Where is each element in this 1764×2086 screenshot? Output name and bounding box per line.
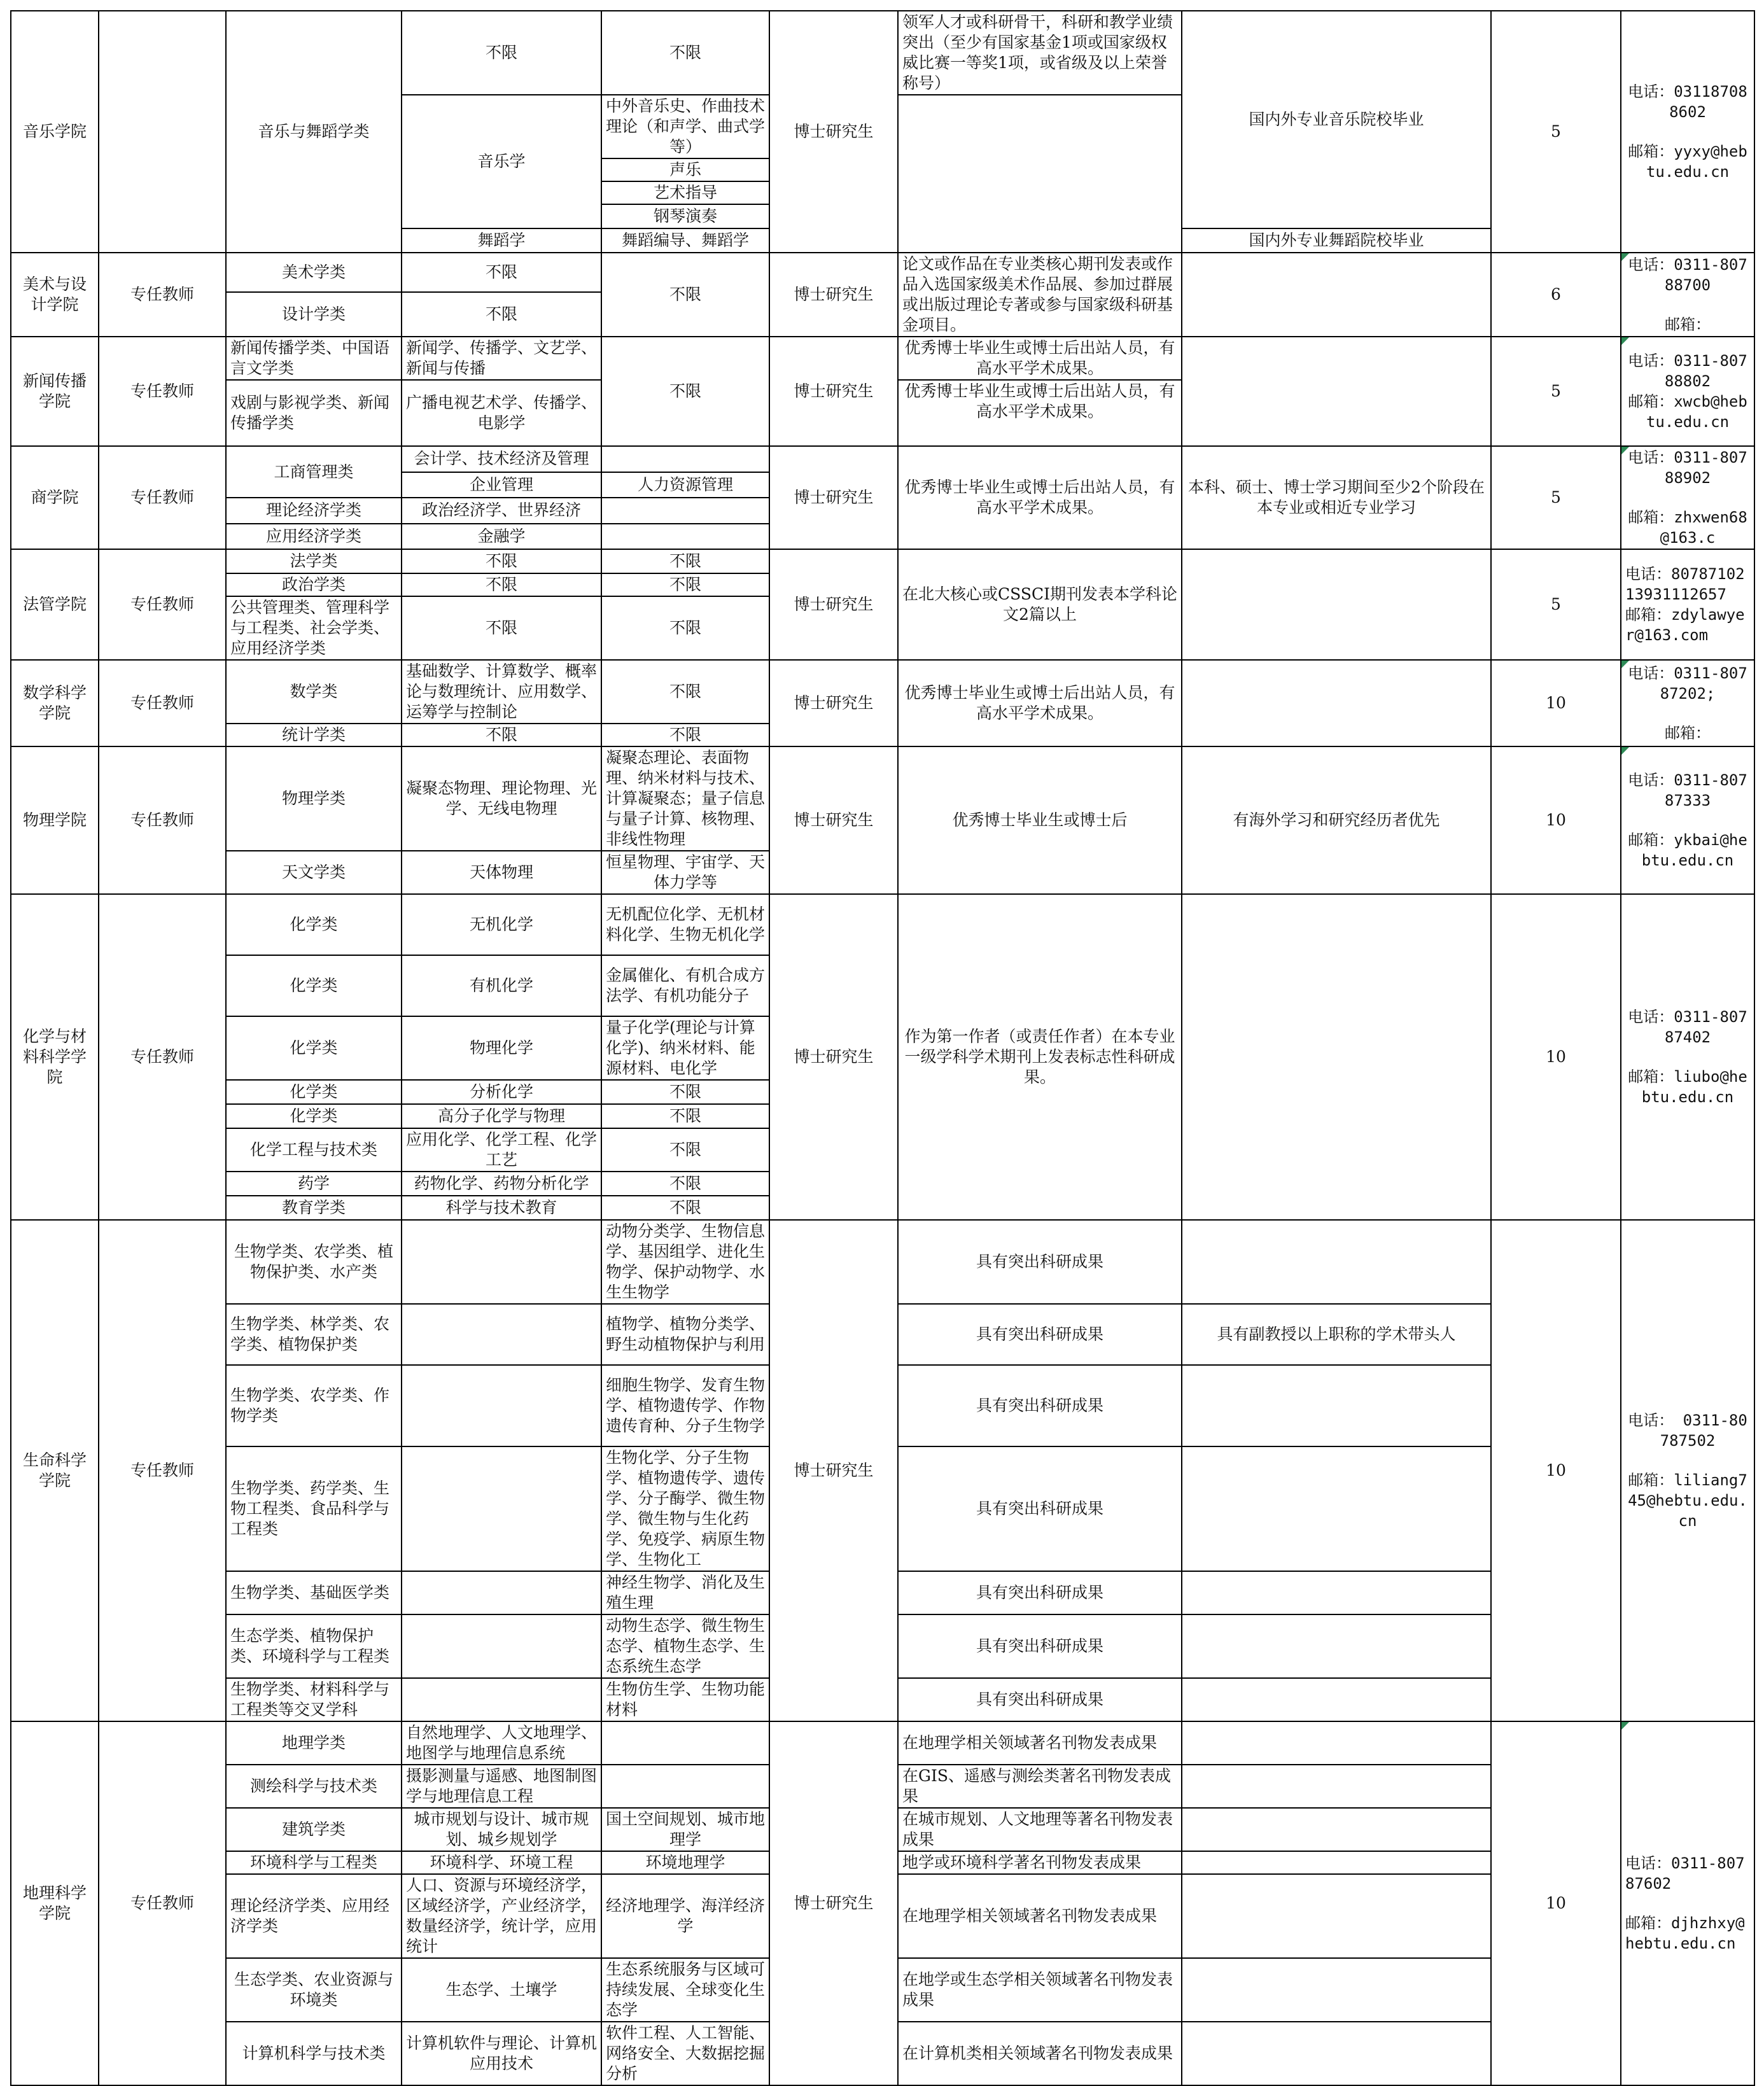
degree-cell: 博士研究生 bbox=[769, 746, 898, 894]
direction-cell: 不限 bbox=[601, 660, 769, 724]
major-cell: 物理化学 bbox=[402, 1016, 601, 1080]
contact-cell bbox=[1621, 746, 1754, 894]
contact-cell bbox=[1621, 446, 1754, 549]
discipline-cell: 测绘科学与技术类 bbox=[226, 1765, 402, 1808]
direction-cell: 软件工程、人工智能、网络安全、大数据挖掘分析 bbox=[601, 2022, 769, 2085]
major-cell: 企业管理 bbox=[402, 472, 601, 498]
degree-cell: 博士研究生 bbox=[769, 253, 898, 337]
requirement-cell: 在地理学相关领域著名刊物发表成果 bbox=[898, 1874, 1182, 1958]
discipline-cell: 物理学类 bbox=[226, 746, 402, 851]
college-cell: 商学院 bbox=[11, 446, 99, 549]
direction-cell: 不限 bbox=[601, 1128, 769, 1172]
direction-cell: 不限 bbox=[601, 724, 769, 746]
direction-cell bbox=[601, 1765, 769, 1808]
direction-cell: 国土空间规划、城市地理学 bbox=[601, 1808, 769, 1851]
post-cell: 专任教师 bbox=[99, 894, 226, 1220]
count-cell: 5 bbox=[1491, 446, 1621, 549]
requirement-cell: 在北大核心或CSSCI期刊发表本学科论文2篇以上 bbox=[898, 549, 1182, 660]
other-cell bbox=[1182, 337, 1491, 446]
discipline-cell: 数学类 bbox=[226, 660, 402, 724]
count-cell: 10 bbox=[1491, 746, 1621, 894]
phone-text: 电话：0311-80788802 bbox=[1628, 352, 1747, 390]
direction-cell bbox=[601, 1721, 769, 1765]
direction-cell: 不限 bbox=[601, 253, 769, 337]
direction-cell: 生物仿生学、生物功能材料 bbox=[601, 1678, 769, 1721]
requirement-cell: 作为第一作者（或责任作者）在本专业一级学科学术期刊上发表标志性科研成果。 bbox=[898, 894, 1182, 1220]
email-text: 邮箱：yyxy@hebtu.edu.cn bbox=[1628, 143, 1747, 181]
major-cell: 药物化学、药物分析化学 bbox=[402, 1172, 601, 1196]
direction-cell: 不限 bbox=[601, 11, 769, 95]
requirement-cell: 领军人才或科研骨干，科研和教学业绩突出（至少有国家基金1项或国家级权威比赛一等奖1项，或省级及以上荣誉称号） bbox=[898, 11, 1182, 95]
direction-cell: 艺术指导 bbox=[601, 181, 769, 204]
contact-cell bbox=[1621, 11, 1754, 253]
discipline-cell: 法学类 bbox=[226, 549, 402, 573]
requirement-cell: 优秀博士毕业生或博士后出站人员，有高水平学术成果。 bbox=[898, 380, 1182, 446]
major-cell: 不限 bbox=[402, 549, 601, 573]
major-cell bbox=[402, 1220, 601, 1304]
direction-cell: 环境地理学 bbox=[601, 1851, 769, 1874]
other-cell bbox=[1182, 894, 1491, 1220]
contact-cell bbox=[1621, 253, 1754, 337]
discipline-cell: 教育学类 bbox=[226, 1196, 402, 1220]
discipline-cell: 生物学类、农学类、作物学类 bbox=[226, 1365, 402, 1446]
direction-cell: 不限 bbox=[601, 573, 769, 596]
requirement-cell: 在计算机类相关领域著名刊物发表成果 bbox=[898, 2022, 1182, 2085]
discipline-cell: 化学类 bbox=[226, 1016, 402, 1080]
major-cell: 不限 bbox=[402, 11, 601, 95]
discipline-cell: 建筑学类 bbox=[226, 1808, 402, 1851]
email-text: 邮箱：xwcb@hebtu.edu.cn bbox=[1628, 393, 1747, 431]
major-cell: 新闻学、传播学、文艺学、新闻与传播 bbox=[402, 337, 601, 380]
other-cell bbox=[1182, 1446, 1491, 1571]
direction-cell: 动物分类学、生物信息学、基因组学、进化生物学、保护动物学、水生生物学 bbox=[601, 1220, 769, 1304]
contact-cell bbox=[1621, 1220, 1754, 1721]
degree-cell: 博士研究生 bbox=[769, 1220, 898, 1721]
major-cell: 科学与技术教育 bbox=[402, 1196, 601, 1220]
major-cell: 金融学 bbox=[402, 524, 601, 550]
discipline-cell: 药学 bbox=[226, 1172, 402, 1196]
requirement-cell: 具有突出科研成果 bbox=[898, 1678, 1182, 1721]
major-cell: 不限 bbox=[402, 724, 601, 746]
college-cell: 物理学院 bbox=[11, 746, 99, 894]
table-row bbox=[11, 1721, 1754, 1765]
discipline-cell: 理论经济学类、应用经济学类 bbox=[226, 1874, 402, 1958]
table-row bbox=[11, 660, 1754, 724]
major-cell: 生态学、土壤学 bbox=[402, 1958, 601, 2022]
degree-cell: 博士研究生 bbox=[769, 11, 898, 253]
other-cell: 具有副教授以上职称的学术带头人 bbox=[1182, 1304, 1491, 1365]
discipline-cell: 美术学类 bbox=[226, 253, 402, 292]
phone-text: 电话：031187088602 bbox=[1628, 83, 1747, 121]
other-cell bbox=[1182, 1365, 1491, 1446]
degree-cell: 博士研究生 bbox=[769, 446, 898, 549]
discipline-cell: 化学类 bbox=[226, 1080, 402, 1104]
major-cell: 不限 bbox=[402, 292, 601, 337]
other-cell: 有海外学习和研究经历者优先 bbox=[1182, 746, 1491, 894]
degree-cell: 博士研究生 bbox=[769, 549, 898, 660]
phone-text: 电话：0311-80787333 bbox=[1628, 771, 1747, 809]
discipline-cell: 生物学类、林学类、农学类、植物保护类 bbox=[226, 1304, 402, 1365]
table-row bbox=[11, 253, 1754, 292]
major-cell: 自然地理学、人文地理学、地图学与地理信息系统 bbox=[402, 1721, 601, 1765]
college-cell: 法管学院 bbox=[11, 549, 99, 660]
email-text: 邮箱：zdylawyer@163.com bbox=[1625, 606, 1745, 644]
phone-text: 电话：0311-80787602 bbox=[1625, 1854, 1745, 1893]
direction-cell: 不限 bbox=[601, 1172, 769, 1196]
major-cell: 高分子化学与物理 bbox=[402, 1104, 601, 1128]
direction-cell: 舞蹈编导、舞蹈学 bbox=[601, 228, 769, 253]
discipline-cell: 公共管理类、管理科学与工程类、社会学类、应用经济学类 bbox=[226, 596, 402, 660]
discipline-cell: 环境科学与工程类 bbox=[226, 1851, 402, 1874]
major-cell: 政治经济学、世界经济 bbox=[402, 498, 601, 524]
other-cell bbox=[1182, 1678, 1491, 1721]
direction-cell: 人力资源管理 bbox=[601, 472, 769, 498]
other-cell: 国内外专业音乐院校毕业 bbox=[1182, 11, 1491, 228]
other-cell bbox=[1182, 1874, 1491, 1958]
discipline-cell: 生物学类、基础医学类 bbox=[226, 1571, 402, 1614]
recruitment-table-container bbox=[10, 10, 1755, 2086]
direction-cell: 恒星物理、宇宙学、天体力学等 bbox=[601, 851, 769, 894]
discipline-cell: 地理学类 bbox=[226, 1721, 402, 1765]
direction-cell: 植物学、植物分类学、野生动植物保护与利用 bbox=[601, 1304, 769, 1365]
email-text: 邮箱：zhxwen68@163.c bbox=[1628, 508, 1747, 547]
requirement-cell: 在地学或生态学相关领域著名刊物发表成果 bbox=[898, 1958, 1182, 2022]
email-text: 邮箱：djhzhxy@hebtu.edu.cn bbox=[1625, 1914, 1745, 1952]
email-text: 邮箱：liubo@hebtu.edu.cn bbox=[1628, 1068, 1747, 1106]
post-cell: 专任教师 bbox=[99, 660, 226, 746]
direction-cell bbox=[601, 498, 769, 524]
direction-cell: 量子化学(理论与计算化学)、纳米材料、能源材料、电化学 bbox=[601, 1016, 769, 1080]
contact-cell bbox=[1621, 894, 1754, 1220]
direction-cell: 细胞生物学、发育生物学、植物遗传学、作物遗传育种、分子生物学 bbox=[601, 1365, 769, 1446]
requirement-cell: 在城市规划、人文地理等著名刊物发表成果 bbox=[898, 1808, 1182, 1851]
other-cell bbox=[1182, 253, 1491, 337]
discipline-cell: 化学工程与技术类 bbox=[226, 1128, 402, 1172]
major-cell: 有机化学 bbox=[402, 955, 601, 1016]
requirement-cell: 论文或作品在专业类核心期刊发表或作品入选国家级美术作品展、参加过群展或出版过理论专著或参与国家级科研基金项目。 bbox=[898, 253, 1182, 337]
discipline-cell: 设计学类 bbox=[226, 292, 402, 337]
requirement-cell: 在GIS、遥感与测绘类著名刊物发表成果 bbox=[898, 1765, 1182, 1808]
major-cell: 无机化学 bbox=[402, 894, 601, 955]
discipline-cell: 天文学类 bbox=[226, 851, 402, 894]
post-cell: 专任教师 bbox=[99, 1721, 226, 2085]
email-text: 邮箱： bbox=[1665, 316, 1711, 333]
post-cell: 专任教师 bbox=[99, 253, 226, 337]
other-cell: 国内外专业舞蹈院校毕业 bbox=[1182, 228, 1491, 253]
table-row bbox=[11, 11, 1754, 95]
discipline-cell: 工商管理类 bbox=[226, 446, 402, 498]
table-row bbox=[11, 337, 1754, 380]
direction-cell: 不限 bbox=[601, 1104, 769, 1128]
discipline-cell: 新闻传播学类、中国语言文学类 bbox=[226, 337, 402, 380]
discipline-cell: 理论经济学类 bbox=[226, 498, 402, 524]
direction-cell: 经济地理学、海洋经济学 bbox=[601, 1874, 769, 1958]
college-cell: 美术与设计学院 bbox=[11, 253, 99, 337]
discipline-cell: 生物学类、材料科学与工程类等交叉学科 bbox=[226, 1678, 402, 1721]
major-cell: 城市规划与设计、城市规划、城乡规划学 bbox=[402, 1808, 601, 1851]
degree-cell: 博士研究生 bbox=[769, 1721, 898, 2085]
table-row bbox=[11, 746, 1754, 851]
phone-text: 电话：0311-80787402 bbox=[1628, 1008, 1747, 1046]
major-cell: 分析化学 bbox=[402, 1080, 601, 1104]
other-cell bbox=[1182, 1571, 1491, 1614]
phone-text: 电话： 0311-80787502 bbox=[1628, 1411, 1747, 1450]
direction-cell: 不限 bbox=[601, 549, 769, 573]
direction-cell bbox=[601, 446, 769, 472]
college-cell: 化学与材料科学学院 bbox=[11, 894, 99, 1220]
count-cell: 10 bbox=[1491, 1220, 1621, 1721]
other-cell: 本科、硕士、博士学习期间至少2个阶段在本专业或相近专业学习 bbox=[1182, 446, 1491, 549]
major-cell: 不限 bbox=[402, 596, 601, 660]
discipline-cell: 化学类 bbox=[226, 894, 402, 955]
phone-text: 电话：0311-80787202; bbox=[1628, 664, 1747, 703]
degree-cell: 博士研究生 bbox=[769, 894, 898, 1220]
major-cell bbox=[402, 1365, 601, 1446]
major-cell: 音乐学 bbox=[402, 95, 601, 228]
discipline-cell: 化学类 bbox=[226, 1104, 402, 1128]
major-cell: 基础数学、计算数学、概率论与数理统计、应用数学、运筹学与控制论 bbox=[402, 660, 601, 724]
discipline-cell: 生物学类、农学类、植物保护类、水产类 bbox=[226, 1220, 402, 1304]
major-cell bbox=[402, 1614, 601, 1678]
direction-cell bbox=[601, 524, 769, 550]
post-cell: 专任教师 bbox=[99, 337, 226, 446]
direction-cell: 中外音乐史、作曲技术理论（和声学、曲式学等） bbox=[601, 95, 769, 158]
direction-cell: 金属催化、有机合成方法学、有机功能分子 bbox=[601, 955, 769, 1016]
major-cell bbox=[402, 1678, 601, 1721]
discipline-cell: 生态学类、农业资源与环境类 bbox=[226, 1958, 402, 2022]
direction-cell: 生物化学、分子生物学、植物遗传学、遗传学、分子酶学、微生物学、微生物与生化药学、免疫学、病原生物学、生物化工 bbox=[601, 1446, 769, 1571]
direction-cell: 不限 bbox=[601, 1196, 769, 1220]
count-cell: 5 bbox=[1491, 549, 1621, 660]
phone-text: 电话：80787102 13931112657 bbox=[1625, 565, 1745, 603]
post-cell bbox=[99, 11, 226, 253]
major-cell: 应用化学、化学工程、化学工艺 bbox=[402, 1128, 601, 1172]
requirement-cell: 具有突出科研成果 bbox=[898, 1446, 1182, 1571]
major-cell: 摄影测量与遥感、地图制图学与地理信息工程 bbox=[402, 1765, 601, 1808]
other-cell bbox=[1182, 1851, 1491, 1874]
major-cell: 会计学、技术经济及管理 bbox=[402, 446, 601, 472]
count-cell: 6 bbox=[1491, 253, 1621, 337]
count-cell: 10 bbox=[1491, 660, 1621, 746]
discipline-cell: 生态学类、植物保护类、环境科学与工程类 bbox=[226, 1614, 402, 1678]
other-cell bbox=[1182, 1765, 1491, 1808]
email-text: 邮箱：liliang745@hebtu.edu.cn bbox=[1628, 1471, 1747, 1530]
recruitment-table bbox=[10, 10, 1755, 2086]
discipline-cell: 戏剧与影视学类、新闻传播学类 bbox=[226, 380, 402, 446]
major-cell bbox=[402, 1304, 601, 1365]
requirement-cell bbox=[898, 95, 1182, 253]
other-cell bbox=[1182, 549, 1491, 660]
direction-cell: 生态系统服务与区域可持续发展、全球变化生态学 bbox=[601, 1958, 769, 2022]
other-cell bbox=[1182, 2022, 1491, 2085]
major-cell: 计算机软件与理论、计算机应用技术 bbox=[402, 2022, 601, 2085]
discipline-cell: 化学类 bbox=[226, 955, 402, 1016]
major-cell: 不限 bbox=[402, 253, 601, 292]
contact-cell bbox=[1621, 549, 1754, 660]
table-row bbox=[11, 549, 1754, 573]
post-cell: 专任教师 bbox=[99, 1220, 226, 1721]
major-cell: 天体物理 bbox=[402, 851, 601, 894]
requirement-cell: 具有突出科研成果 bbox=[898, 1220, 1182, 1304]
post-cell: 专任教师 bbox=[99, 446, 226, 549]
direction-cell: 不限 bbox=[601, 1080, 769, 1104]
direction-cell: 钢琴演奏 bbox=[601, 204, 769, 228]
requirement-cell: 优秀博士毕业生或博士后 bbox=[898, 746, 1182, 894]
requirement-cell: 优秀博士毕业生或博士后出站人员，有高水平学术成果。 bbox=[898, 660, 1182, 746]
discipline-cell: 音乐与舞蹈学类 bbox=[226, 11, 402, 253]
direction-cell: 神经生物学、消化及生殖生理 bbox=[601, 1571, 769, 1614]
discipline-cell: 生物学类、药学类、生物工程类、食品科学与工程类 bbox=[226, 1446, 402, 1571]
college-cell: 数学科学学院 bbox=[11, 660, 99, 746]
college-cell: 生命科学学院 bbox=[11, 1220, 99, 1721]
email-text: 邮箱：ykbai@hebtu.edu.cn bbox=[1628, 831, 1747, 869]
requirement-cell: 优秀博士毕业生或博士后出站人员，有高水平学术成果。 bbox=[898, 446, 1182, 549]
discipline-cell: 统计学类 bbox=[226, 724, 402, 746]
requirement-cell: 具有突出科研成果 bbox=[898, 1304, 1182, 1365]
table-row bbox=[11, 446, 1754, 472]
direction-cell: 声乐 bbox=[601, 158, 769, 181]
direction-cell: 凝聚态理论、表面物理、纳米材料与技术、计算凝聚态；量子信息与量子计算、核物理、非线性物理 bbox=[601, 746, 769, 851]
major-cell: 人口、资源与环境经济学，区域经济学，产业经济学，数量经济学，统计学，应用统计 bbox=[402, 1874, 601, 1958]
degree-cell: 博士研究生 bbox=[769, 337, 898, 446]
email-text: 邮箱： bbox=[1665, 724, 1711, 742]
post-cell: 专任教师 bbox=[99, 746, 226, 894]
direction-cell: 动物生态学、微生物生态学、植物生态学、生态系统生态学 bbox=[601, 1614, 769, 1678]
direction-cell: 无机配位化学、无机材料化学、生物无机化学 bbox=[601, 894, 769, 955]
major-cell bbox=[402, 1446, 601, 1571]
contact-cell bbox=[1621, 660, 1754, 746]
major-cell: 广播电视艺术学、传播学、电影学 bbox=[402, 380, 601, 446]
post-cell: 专任教师 bbox=[99, 549, 226, 660]
major-cell bbox=[402, 1571, 601, 1614]
other-cell bbox=[1182, 1721, 1491, 1765]
direction-cell: 不限 bbox=[601, 596, 769, 660]
discipline-cell: 应用经济学类 bbox=[226, 524, 402, 550]
other-cell bbox=[1182, 1958, 1491, 2022]
requirement-cell: 具有突出科研成果 bbox=[898, 1571, 1182, 1614]
discipline-cell: 政治学类 bbox=[226, 573, 402, 596]
other-cell bbox=[1182, 1220, 1491, 1304]
college-cell: 地理科学学院 bbox=[11, 1721, 99, 2085]
college-cell: 音乐学院 bbox=[11, 11, 99, 253]
count-cell: 10 bbox=[1491, 894, 1621, 1220]
degree-cell: 博士研究生 bbox=[769, 660, 898, 746]
major-cell: 不限 bbox=[402, 573, 601, 596]
requirement-cell: 优秀博士毕业生或博士后出站人员，有高水平学术成果。 bbox=[898, 337, 1182, 380]
discipline-cell: 计算机科学与技术类 bbox=[226, 2022, 402, 2085]
table-row bbox=[11, 1220, 1754, 1304]
major-cell: 环境科学、环境工程 bbox=[402, 1851, 601, 1874]
contact-cell bbox=[1621, 337, 1754, 446]
table-row bbox=[11, 894, 1754, 955]
requirement-cell: 地学或环境科学著名刊物发表成果 bbox=[898, 1851, 1182, 1874]
other-cell bbox=[1182, 1614, 1491, 1678]
other-cell bbox=[1182, 660, 1491, 746]
college-cell: 新闻传播学院 bbox=[11, 337, 99, 446]
count-cell: 5 bbox=[1491, 11, 1621, 253]
count-cell: 10 bbox=[1491, 1721, 1621, 2085]
requirement-cell: 具有突出科研成果 bbox=[898, 1614, 1182, 1678]
requirement-cell: 具有突出科研成果 bbox=[898, 1365, 1182, 1446]
phone-text: 电话：0311-80788902 bbox=[1628, 449, 1747, 487]
requirement-cell: 在地理学相关领域著名刊物发表成果 bbox=[898, 1721, 1182, 1765]
other-cell bbox=[1182, 1808, 1491, 1851]
phone-text: 电话：0311-80788700 bbox=[1628, 256, 1747, 294]
major-cell: 舞蹈学 bbox=[402, 228, 601, 253]
contact-cell bbox=[1621, 1721, 1754, 2085]
direction-cell: 不限 bbox=[601, 337, 769, 446]
major-cell: 凝聚态物理、理论物理、光学、无线电物理 bbox=[402, 746, 601, 851]
count-cell: 5 bbox=[1491, 337, 1621, 446]
